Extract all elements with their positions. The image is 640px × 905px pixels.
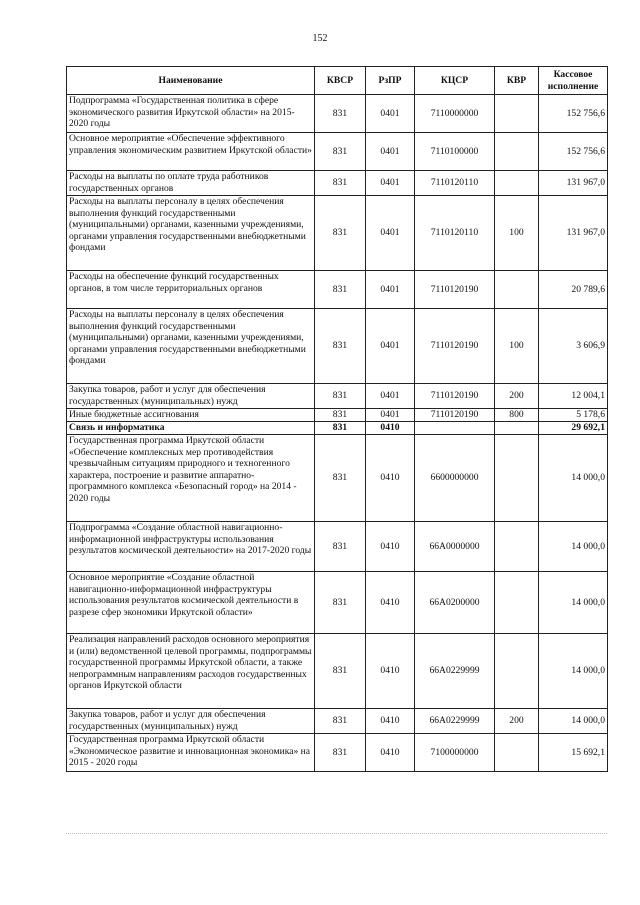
row-kvsr-cell: 831 xyxy=(315,133,366,171)
row-name-cell: Закупка товаров, работ и услуг для обеспечения государственных (муниципальных) нужд xyxy=(67,384,315,409)
row-kcsr-cell: 7110120190 xyxy=(415,271,495,309)
table-body xyxy=(67,95,608,772)
row-kvsr-cell: 831 xyxy=(315,634,366,709)
row-kcsr-cell: 7110100000 xyxy=(415,133,495,171)
table-row xyxy=(67,171,608,196)
row-kvr-cell: 100 xyxy=(495,309,539,384)
table-row xyxy=(67,271,608,309)
row-rzpr-cell: 0410 xyxy=(366,709,415,734)
header-kcsr: КЦСР xyxy=(415,67,495,95)
table-row xyxy=(67,309,608,384)
row-amount-cell: 131 967,0 xyxy=(539,196,608,271)
row-kvr-cell xyxy=(495,435,539,522)
row-name-cell: Расходы на выплаты персоналу в целях обеспечения выполнения функций государственными (муниципальными) органами, казенными учреждениями, органами управления государственными внебюджетными фондами xyxy=(67,196,315,271)
row-amount-cell: 152 756,6 xyxy=(539,133,608,171)
row-kvsr-cell: 831 xyxy=(315,522,366,572)
row-kcsr-cell: 7100000000 xyxy=(415,734,495,772)
row-name-cell: Закупка товаров, работ и услуг для обеспечения государственных (муниципальных) нужд xyxy=(67,709,315,734)
row-rzpr-cell: 0401 xyxy=(366,409,415,422)
row-kvsr-cell: 831 xyxy=(315,734,366,772)
row-rzpr-cell: 0410 xyxy=(366,734,415,772)
row-amount-cell: 14 000,0 xyxy=(539,522,608,572)
row-kvsr-cell: 831 xyxy=(315,95,366,133)
header-name: Наименование xyxy=(67,67,315,95)
row-kvr-cell xyxy=(495,95,539,133)
row-name-cell: Расходы на обеспечение функций государственных органов, в том числе территориальных органов xyxy=(67,271,315,309)
row-amount-cell: 152 756,6 xyxy=(539,95,608,133)
row-rzpr-cell: 0401 xyxy=(366,309,415,384)
row-name-cell: Подпрограмма «Создание областной навигационно-информационной инфраструктуры использования результатов космической деятельности» на 2017-2020 годы xyxy=(67,522,315,572)
row-rzpr-cell: 0401 xyxy=(366,384,415,409)
row-amount-cell: 14 000,0 xyxy=(539,634,608,709)
row-amount-cell: 3 606,9 xyxy=(539,309,608,384)
row-name-cell: Государственная программа Иркутской области «Обеспечение комплексных мер противодействия чрезвычайным ситуациям природного и техногенного характера, построение и развитие аппаратно-программного комплекса «Безопасный город» на 2014 - 2020 годы xyxy=(67,435,315,522)
row-name-cell: Расходы на выплаты персоналу в целях обеспечения выполнения функций государственными (муниципальными) органами, казенными учреждениями, органами управления государственными внебюджетными фондами xyxy=(67,309,315,384)
row-amount-cell: 14 000,0 xyxy=(539,572,608,634)
row-kvr-cell xyxy=(495,634,539,709)
table-row xyxy=(67,734,608,772)
row-kvsr-cell: 831 xyxy=(315,196,366,271)
table-row xyxy=(67,522,608,572)
row-kcsr-cell: 7110000000 xyxy=(415,95,495,133)
page-number: 152 xyxy=(312,33,328,44)
table-row xyxy=(67,435,608,522)
row-kvr-cell xyxy=(495,572,539,634)
row-amount-cell: 15 692,1 xyxy=(539,734,608,772)
header-cash-execution: Кассовое исполнение xyxy=(539,67,608,95)
row-kvsr-cell: 831 xyxy=(315,171,366,196)
table-row xyxy=(67,422,608,435)
header-kvsr: КВСР xyxy=(315,67,366,95)
row-kcsr-cell: 7110120190 xyxy=(415,309,495,384)
row-rzpr-cell: 0410 xyxy=(366,522,415,572)
row-amount-cell: 20 789,6 xyxy=(539,271,608,309)
row-kcsr-cell: 7110120110 xyxy=(415,171,495,196)
row-amount-cell: 5 178,6 xyxy=(539,409,608,422)
table-row xyxy=(67,133,608,171)
row-kvsr-cell: 831 xyxy=(315,422,366,435)
row-kvr-cell xyxy=(495,271,539,309)
row-name-cell: Государственная программа Иркутской области «Экономическое развитие и инновационная экономика» на 2015 - 2020 годы xyxy=(67,734,315,772)
row-amount-cell: 14 000,0 xyxy=(539,435,608,522)
row-kcsr-cell xyxy=(415,422,495,435)
row-kvr-cell xyxy=(495,171,539,196)
header-rzpr: РзПР xyxy=(366,67,415,95)
header-kvr: КВР xyxy=(495,67,539,95)
row-name-cell: Связь и информатика xyxy=(67,422,315,435)
row-kvr-cell xyxy=(495,522,539,572)
table-header-row xyxy=(67,67,608,95)
row-amount-cell: 12 004,1 xyxy=(539,384,608,409)
bottom-divider xyxy=(66,833,607,834)
table-row xyxy=(67,196,608,271)
row-name-cell: Иные бюджетные ассигнования xyxy=(67,409,315,422)
table-row xyxy=(67,95,608,133)
row-kvsr-cell: 831 xyxy=(315,572,366,634)
row-kvr-cell xyxy=(495,133,539,171)
row-rzpr-cell: 0410 xyxy=(366,634,415,709)
row-kvsr-cell: 831 xyxy=(315,309,366,384)
row-kcsr-cell: 66А0000000 xyxy=(415,522,495,572)
table-row xyxy=(67,634,608,709)
row-rzpr-cell: 0410 xyxy=(366,422,415,435)
row-kvr-cell xyxy=(495,422,539,435)
row-kcsr-cell: 66А0229999 xyxy=(415,634,495,709)
row-kvr-cell: 100 xyxy=(495,196,539,271)
row-name-cell: Основное мероприятие «Обеспечение эффективного управления экономическим развитием Иркутской области» xyxy=(67,133,315,171)
row-kvr-cell: 800 xyxy=(495,409,539,422)
budget-execution-table xyxy=(66,66,608,772)
row-kvr-cell xyxy=(495,734,539,772)
row-rzpr-cell: 0401 xyxy=(366,133,415,171)
row-rzpr-cell: 0401 xyxy=(366,196,415,271)
row-kvsr-cell: 831 xyxy=(315,409,366,422)
row-kvsr-cell: 831 xyxy=(315,709,366,734)
row-amount-cell: 29 692,1 xyxy=(539,422,608,435)
row-rzpr-cell: 0401 xyxy=(366,95,415,133)
row-amount-cell: 14 000,0 xyxy=(539,709,608,734)
row-kcsr-cell: 66А0200000 xyxy=(415,572,495,634)
row-rzpr-cell: 0401 xyxy=(366,271,415,309)
row-kcsr-cell: 66А0229999 xyxy=(415,709,495,734)
row-rzpr-cell: 0410 xyxy=(366,572,415,634)
row-name-cell: Подпрограмма «Государственная политика в сфере экономического развития Иркутской области» на 2015-2020 годы xyxy=(67,95,315,133)
row-kcsr-cell: 7110120110 xyxy=(415,196,495,271)
row-name-cell: Расходы на выплаты по оплате труда работников государственных органов xyxy=(67,171,315,196)
row-kcsr-cell: 6600000000 xyxy=(415,435,495,522)
row-rzpr-cell: 0410 xyxy=(366,435,415,522)
table-row xyxy=(67,572,608,634)
row-kvr-cell: 200 xyxy=(495,709,539,734)
row-kvsr-cell: 831 xyxy=(315,435,366,522)
row-kvsr-cell: 831 xyxy=(315,384,366,409)
row-kcsr-cell: 7110120190 xyxy=(415,384,495,409)
row-name-cell: Реализация направлений расходов основного мероприятия и (или) ведомственной целевой программы, подпрограммы государственной программы Иркутской области, а также непрограммным направлениям расходов государственных органов Иркутской области xyxy=(67,634,315,709)
row-kvsr-cell: 831 xyxy=(315,271,366,309)
row-amount-cell: 131 967,0 xyxy=(539,171,608,196)
table-row xyxy=(67,409,608,422)
table-row xyxy=(67,709,608,734)
row-name-cell: Основное мероприятие «Создание областной навигационно-информационной инфраструктуры использования результатов космической деятельности в разрезе сфер экономики Иркутской области» xyxy=(67,572,315,634)
row-rzpr-cell: 0401 xyxy=(366,171,415,196)
row-kcsr-cell: 7110120190 xyxy=(415,409,495,422)
row-kvr-cell: 200 xyxy=(495,384,539,409)
table-row xyxy=(67,384,608,409)
